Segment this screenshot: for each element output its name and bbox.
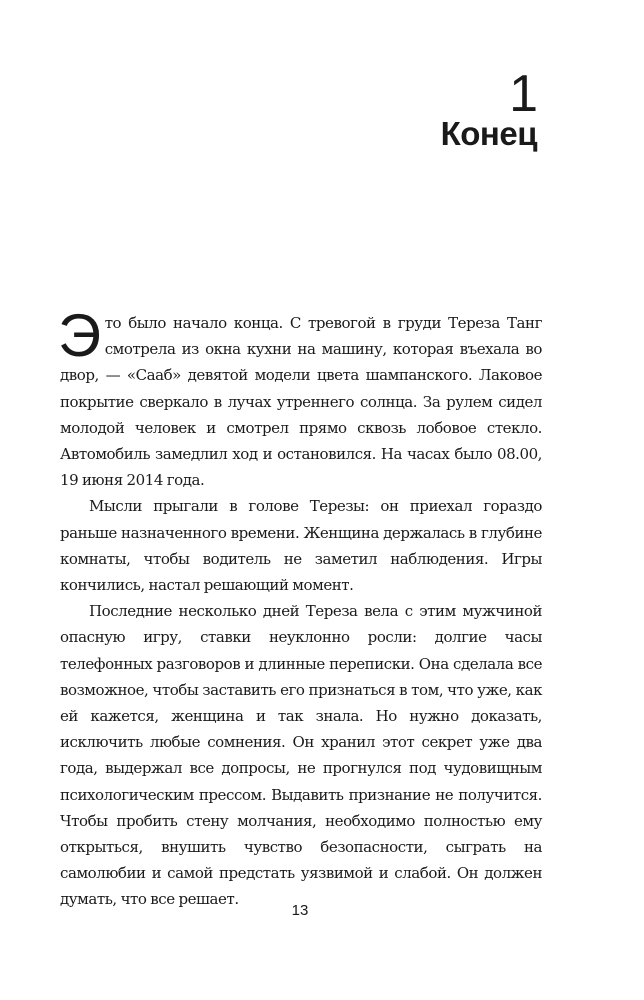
paragraph: Последние несколько дней Тереза вела с этим мужчиной опасную игру, ставки неуклонно росли: долгие часы телефонных разговоров и длинные переписки. Она сделала все возможное, чтобы заставить его признаться в том, что уже, как ей кажется, женщина и так знала. Но нужно доказать, исключить любые сомнения. Он хранил этот секрет уже два года, выдержал все допросы, не прогнулся под чудовищным психологическим прессом. Выдавить признание не получится. Чтобы пробить стену молчания, необходимо полностью ему открыться, внушить чувство безопасности, сыграть на самолюбии и самой предстать уязвимой и слабой. Он должен думать, что все решает.: [60, 602, 542, 909]
page-number: 13: [291, 902, 309, 919]
chapter-title: Конец: [440, 115, 537, 152]
body-text: [58, 302, 542, 913]
paragraph: [58, 302, 542, 493]
drop-cap: Э: [58, 302, 101, 369]
paragraph: Мысли прыгали в голове Терезы: он приехал гораздо раньше назначенного времени. Женщина держалась в глубине комнаты, чтобы водитель не заметил наблюдения. Игры кончились, настал решающий момент.: [60, 497, 542, 595]
chapter-number: 1: [509, 65, 537, 123]
paragraph-text: то было начало конца. С тревогой в груди Тереза Танг смотрела из окна кухни на машину, которая въехала во двор, — «Сааб» девятой модели цвета шампанского. Лаковое покрытие сверкало в лучах утреннего солнца. За рулем сидел молодой человек и смотрел прямо сквозь лобовое стекло. Автомобиль замедлил ход и остановился. На часах было 08.00, 19 июня 2014 года.: [60, 314, 542, 490]
